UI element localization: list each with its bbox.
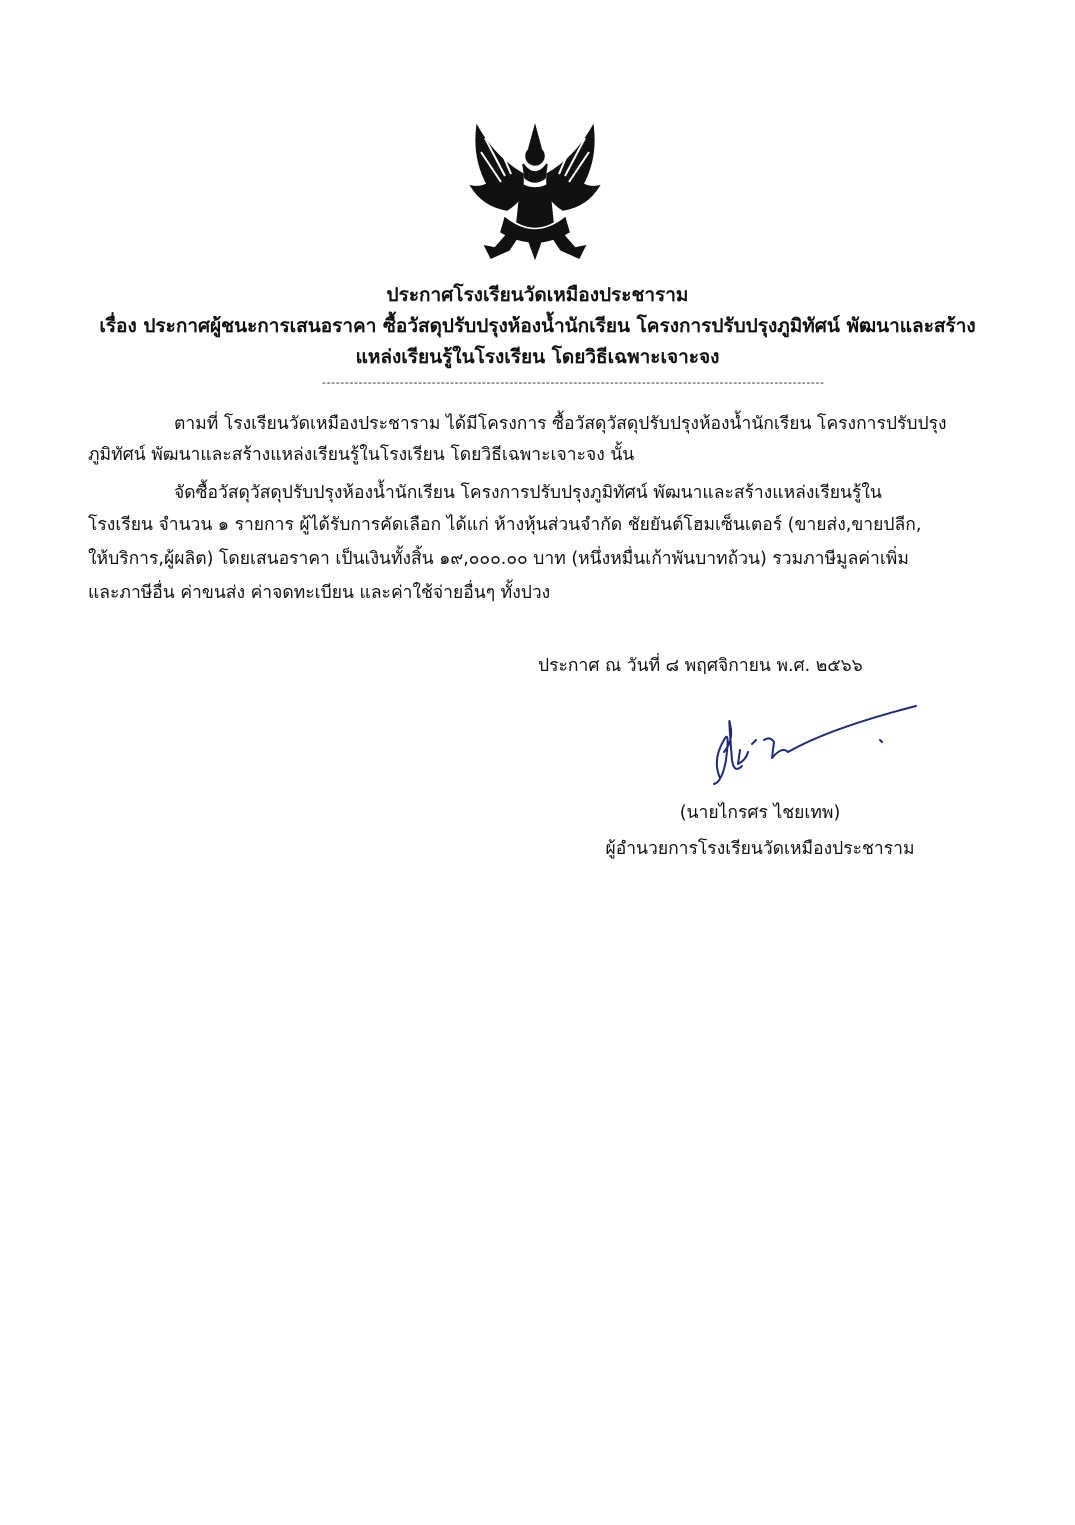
handwritten-signature bbox=[690, 700, 930, 800]
paragraph-2-line-3: ให้บริการ,ผู้ผลิต) โดยเสนอราคา เป็นเงินทั้งสิ้น ๑๙,๐๐๐.๐๐ บาท (หนึ่งหมื่นเก้าพันบาทถ้วน) รวมภาษีมูลค่าเพิ่ม bbox=[88, 549, 909, 569]
garuda-emblem bbox=[465, 118, 605, 268]
paragraph-2-line-1: จัดซื้อวัสดุวัสดุปรับปรุงห้องน้ำนักเรียน โครงการปรับปรุงภูมิทัศน์ พัฒนาและสร้างแหล่งเรียนรู้ใน bbox=[174, 483, 882, 503]
paragraph-1-line-2: ภูมิทัศน์ พัฒนาและสร้างแหล่งเรียนรู้ในโรงเรียน โดยวิธีเฉพาะเจาะจง นั้น bbox=[88, 445, 635, 465]
signer-position: ผู้อำนวยการโรงเรียนวัดเหมืองประชาราม bbox=[605, 839, 915, 859]
announcement-date: ประกาศ ณ วันที่ ๘ พฤศจิกายน พ.ศ. ๒๕๖๖ bbox=[538, 656, 863, 676]
paragraph-1-line-1: ตามที่ โรงเรียนวัดเหมืองประชาราม ได้มีโครงการ ซื้อวัสดุวัสดุปรับปรุงห้องน้ำนักเรียน โครงการปรับปรุง bbox=[174, 414, 947, 434]
announcement-heading bbox=[40, 280, 1035, 373]
title-line-1: ประกาศโรงเรียนวัดเหมืองประชาราม bbox=[386, 284, 689, 306]
paragraph-2-line-4: และภาษีอื่น ค่าขนส่ง ค่าจดทะเบียน และค่าใช้จ่ายอื่นๆ ทั้งปวง bbox=[88, 583, 551, 603]
title-line-3: แหล่งเรียนรู้ในโรงเรียน โดยวิธีเฉพาะเจาะจง bbox=[355, 346, 720, 368]
paragraph-2-line-2: โรงเรียน จำนวน ๑ รายการ ผู้ได้รับการคัดเลือก ได้แก่ ห้างหุ้นส่วนจำกัด ชัยยันต์โฮมเซ็นเตอร์ (ขายส่ง,ขายปลีก, bbox=[88, 515, 922, 535]
divider-line: -------------------------------------------------------------------------------------------------------------- bbox=[322, 376, 825, 389]
title-line-2: เรื่อง ประกาศผู้ชนะการเสนอราคา ซื้อวัสดุปรับปรุงห้องน้ำนักเรียน โครงการปรับปรุงภูมิทัศน์ พัฒนาและสร้าง bbox=[99, 315, 976, 337]
signer-name: (นายไกรศร ไชยเทพ) bbox=[679, 803, 841, 823]
